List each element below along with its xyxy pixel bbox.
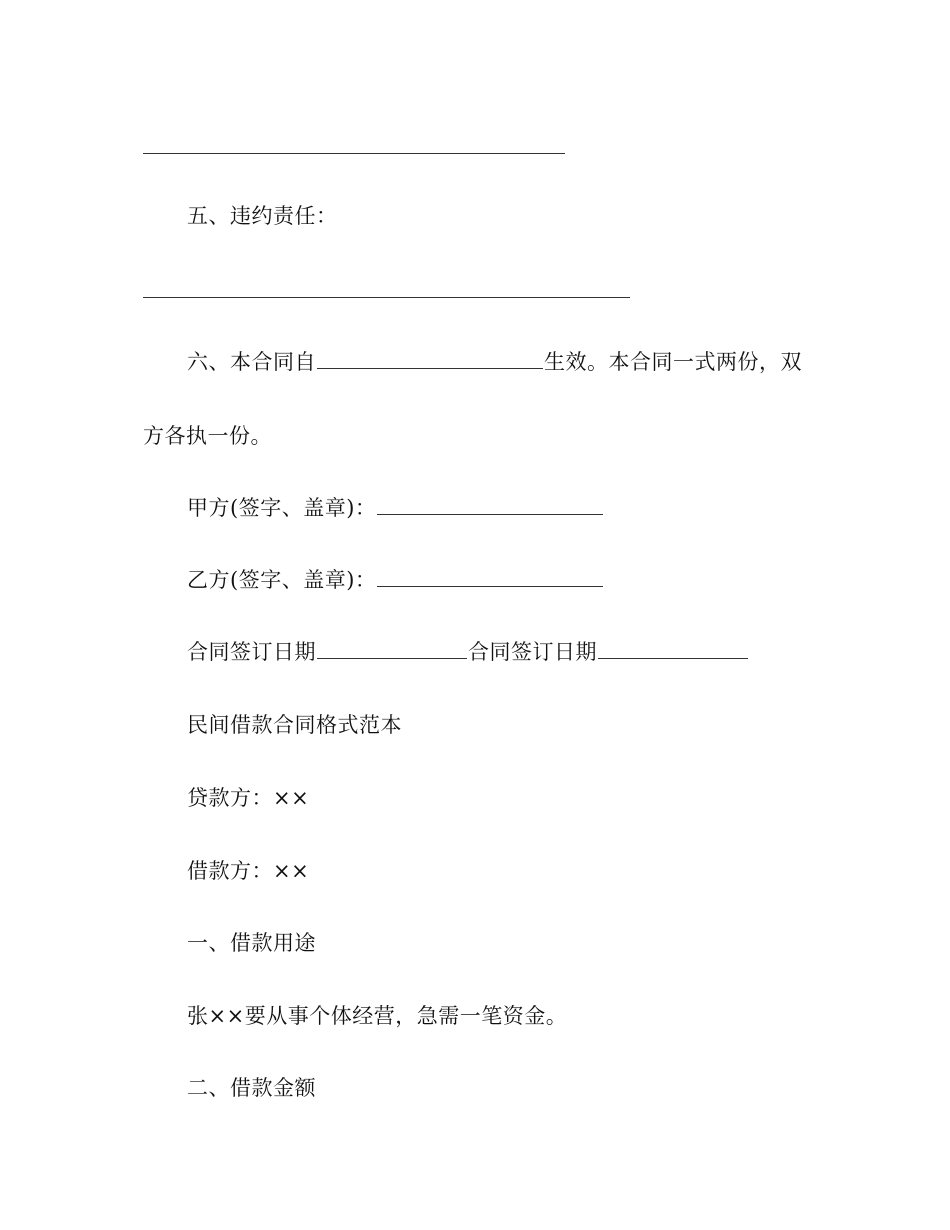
party-b-label: 乙方(签字、盖章)： — [187, 568, 377, 592]
party-a-signature-line — [187, 494, 604, 522]
party-a-label: 甲方(签字、盖章)： — [187, 496, 377, 520]
template-title: 民间借款合同格式范本 — [187, 713, 402, 737]
sign-date-label-2: 合同签订日期 — [468, 640, 597, 664]
clause-6-prefix: 六、本合同自 — [187, 350, 316, 374]
section-1-heading: 一、借款用途 — [187, 931, 316, 955]
effective-date-blank — [317, 348, 543, 369]
sign-date-blank-2 — [598, 638, 748, 659]
section-2-heading: 二、借款金额 — [187, 1076, 316, 1100]
section-1-body: 张××要从事个体经营，急需一笔资金。 — [187, 1004, 568, 1028]
clause-6-middle: 生效。本合同一式两份，双 — [544, 350, 802, 374]
borrower-line: 借款方：×× — [187, 859, 310, 883]
clause-6-line-1 — [187, 348, 802, 376]
clause-6-line-2: 方各执一份。 — [143, 424, 272, 448]
breach-heading: 五、违约责任： — [187, 204, 338, 228]
sign-date-line — [187, 638, 749, 666]
party-b-signature-blank — [377, 566, 603, 587]
blank-line-top — [143, 153, 565, 154]
sign-date-blank-1 — [317, 638, 467, 659]
sign-date-label-1: 合同签订日期 — [187, 640, 316, 664]
blank-line-breach — [143, 297, 630, 298]
party-a-signature-blank — [377, 494, 603, 515]
party-b-signature-line — [187, 566, 604, 594]
lender-line: 贷款方：×× — [187, 786, 310, 810]
